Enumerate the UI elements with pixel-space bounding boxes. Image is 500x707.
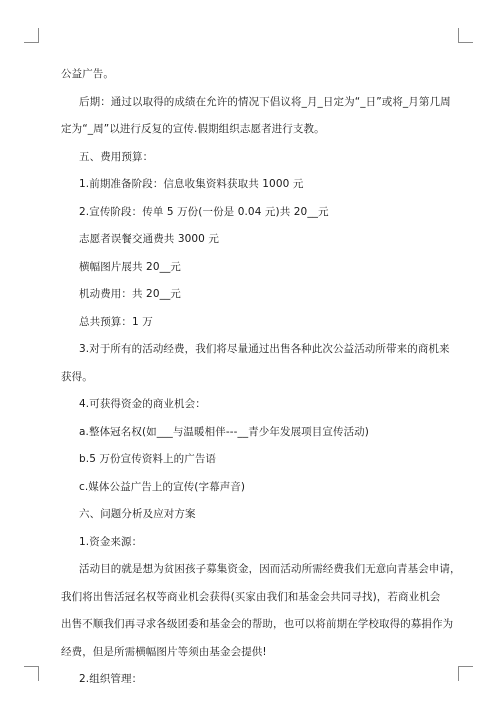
text-line: a.整体冠名权(如___与温暖相伴---__青少年发展项目宣传活动) xyxy=(79,426,369,438)
text-line: 总共预算：1 万 xyxy=(79,316,153,328)
section-heading: 五、费用预算： xyxy=(79,151,154,163)
text-line: 2.宣传阶段：传单 5 万份(一份是 0.04 元)共 20__元 xyxy=(79,206,329,218)
page-corner-mark-bottom-left xyxy=(24,666,39,681)
page-corner-mark-top-left xyxy=(24,28,39,43)
page-corner-mark-top-right xyxy=(458,28,473,43)
text-line: 2.组织管理： xyxy=(79,673,143,685)
text-line: 公益广告。 xyxy=(61,68,114,80)
text-line: 出售不顺我们再寻求各级团委和基金会的帮助，也可以将前期在学校取得的募捐作为 xyxy=(61,618,454,630)
text-line: 活动目的就是想为贫困孩子募集资金，因而活动所需经费我们无意向青基会申请， xyxy=(79,563,461,575)
text-line: 获得。 xyxy=(61,371,93,383)
text-line: 1.前期准备阶段：信息收集资料获取共 1000 元 xyxy=(79,178,304,190)
text-line: 3.对于所有的活动经费，我们将尽量通过出售各种此次公益活动所带来的商机来 xyxy=(79,343,450,355)
text-line: 4.可获得资金的商业机会： xyxy=(79,398,206,410)
text-line: 经费，但是所需横幅图片等须由基金会提供! xyxy=(61,646,267,658)
text-line: c.媒体公益广告上的宣传(字幕声音) xyxy=(79,481,246,493)
text-line: 1.资金来源： xyxy=(79,536,143,548)
section-heading: 六、问题分析及应对方案 xyxy=(79,508,196,520)
page-corner-mark-bottom-right xyxy=(458,666,473,681)
text-line: 定为“_周”以进行反复的宣传.假期组织志愿者进行支教。 xyxy=(61,123,325,135)
text-line: 后期：通过以取得的成绩在允许的情况下倡议将_月_日定为“_日”或将_月第几周 xyxy=(79,96,451,108)
text-line: 我们将出售活冠名权等商业机会获得(买家由我们和基金会共同寻找)，若商业机会 xyxy=(61,591,441,603)
text-line: b.5 万份宣传资料上的广告语 xyxy=(79,453,217,465)
text-line: 横幅图片展共 20__元 xyxy=(79,261,181,273)
text-line: 志愿者误餐交通费共 3000 元 xyxy=(79,233,219,245)
text-line: 机动费用：共 20__元 xyxy=(79,288,181,300)
